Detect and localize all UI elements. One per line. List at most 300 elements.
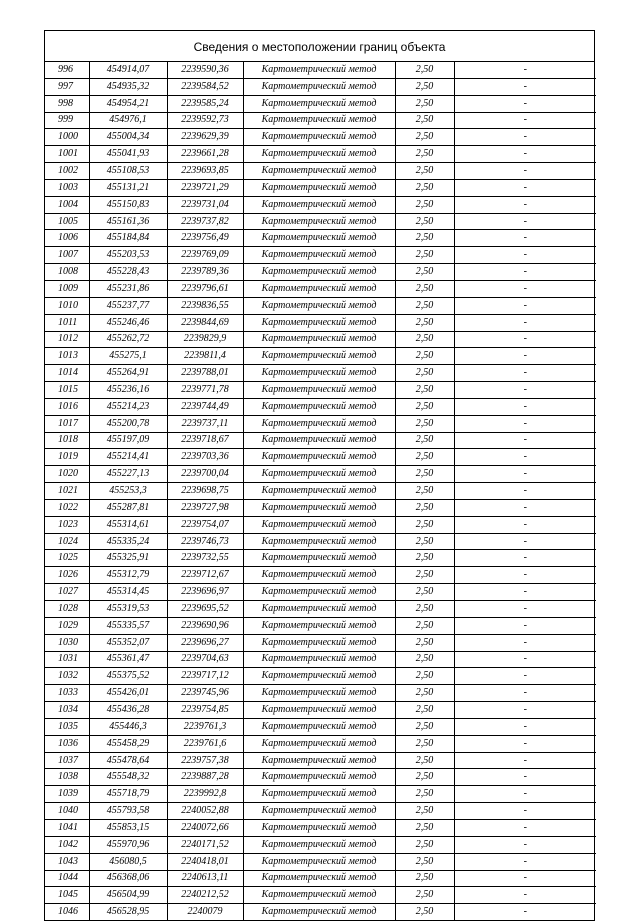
description-cell: - xyxy=(454,499,596,516)
x-coordinate-cell: 456528,95 xyxy=(89,904,167,920)
accuracy-cell: 2,50 xyxy=(395,196,454,213)
method-cell: Картометрический метод xyxy=(243,870,395,887)
x-coordinate-cell: 455004,34 xyxy=(89,129,167,146)
description-cell: - xyxy=(454,62,596,78)
method-cell: Картометрический метод xyxy=(243,365,395,382)
x-coordinate-cell: 455214,41 xyxy=(89,449,167,466)
table-row xyxy=(45,617,596,634)
method-cell: Картометрический метод xyxy=(243,769,395,786)
point-number-cell: 996 xyxy=(58,63,73,75)
description-cell: - xyxy=(454,870,596,887)
method-cell: Картометрический метод xyxy=(243,702,395,719)
method-cell: Картометрический метод xyxy=(243,247,395,264)
method-cell: Картометрический метод xyxy=(243,819,395,836)
table-row xyxy=(45,398,596,415)
y-coordinate-cell: 2239829,9 xyxy=(167,331,243,348)
method-cell: Картометрический метод xyxy=(243,432,395,449)
point-number-cell: 1011 xyxy=(45,314,89,331)
description-cell: - xyxy=(454,280,596,297)
description-cell: - xyxy=(454,129,596,146)
x-coordinate-cell: 454914,07 xyxy=(89,62,167,78)
x-coordinate-cell: 455436,28 xyxy=(89,702,167,719)
point-number-cell: 1003 xyxy=(45,179,89,196)
table-row xyxy=(45,836,596,853)
y-coordinate-cell: 2239698,75 xyxy=(167,483,243,500)
point-number-cell: 1038 xyxy=(45,769,89,786)
boundary-points-table xyxy=(45,62,596,920)
description-cell: - xyxy=(454,685,596,702)
y-coordinate-cell: 2239836,55 xyxy=(167,297,243,314)
method-cell: Картометрический метод xyxy=(243,617,395,634)
x-coordinate-cell: 455275,1 xyxy=(89,348,167,365)
table-row xyxy=(45,786,596,803)
point-number-cell: 1009 xyxy=(45,280,89,297)
y-coordinate-cell: 2239737,82 xyxy=(167,213,243,230)
point-number-cell: 1035 xyxy=(45,718,89,735)
accuracy-cell: 2,50 xyxy=(395,247,454,264)
point-number-cell: 1019 xyxy=(45,449,89,466)
x-coordinate-cell: 455548,32 xyxy=(89,769,167,786)
description-cell: - xyxy=(454,365,596,382)
accuracy-cell: 2,50 xyxy=(395,735,454,752)
x-coordinate-cell: 455228,43 xyxy=(89,264,167,281)
x-coordinate-cell: 455426,01 xyxy=(89,685,167,702)
y-coordinate-cell: 2239695,52 xyxy=(167,601,243,618)
accuracy-cell: 2,50 xyxy=(395,112,454,129)
x-coordinate-cell: 455335,24 xyxy=(89,533,167,550)
accuracy-cell: 2,50 xyxy=(395,365,454,382)
accuracy-cell: 2,50 xyxy=(395,668,454,685)
description-cell: - xyxy=(454,112,596,129)
x-coordinate-cell: 455200,78 xyxy=(89,415,167,432)
y-coordinate-cell: 2239693,85 xyxy=(167,163,243,180)
description-cell: - xyxy=(454,516,596,533)
table-row xyxy=(45,735,596,752)
method-cell: Картометрический метод xyxy=(243,651,395,668)
table-row xyxy=(45,78,596,95)
point-number-cell: 1021 xyxy=(45,483,89,500)
y-coordinate-cell: 2240171,52 xyxy=(167,836,243,853)
point-number-cell: 1039 xyxy=(45,786,89,803)
point-number-cell: 1036 xyxy=(45,735,89,752)
y-coordinate-cell: 2239717,12 xyxy=(167,668,243,685)
method-cell: Картометрический метод xyxy=(243,179,395,196)
table-row xyxy=(45,769,596,786)
method-cell: Картометрический метод xyxy=(243,163,395,180)
accuracy-cell: 2,50 xyxy=(395,550,454,567)
description-cell: - xyxy=(454,904,596,920)
y-coordinate-cell: 2239756,49 xyxy=(167,230,243,247)
accuracy-cell: 2,50 xyxy=(395,651,454,668)
method-cell: Картометрический метод xyxy=(243,887,395,904)
y-coordinate-cell: 2239771,78 xyxy=(167,382,243,399)
point-number-cell: 1016 xyxy=(45,398,89,415)
y-coordinate-cell: 2239992,8 xyxy=(167,786,243,803)
point-number-cell: 1018 xyxy=(45,432,89,449)
accuracy-cell: 2,50 xyxy=(395,78,454,95)
method-cell: Картометрический метод xyxy=(243,348,395,365)
accuracy-cell: 2,50 xyxy=(395,702,454,719)
y-coordinate-cell: 2239718,67 xyxy=(167,432,243,449)
x-coordinate-cell: 456368,06 xyxy=(89,870,167,887)
description-cell: - xyxy=(454,95,596,112)
x-coordinate-cell: 455203,53 xyxy=(89,247,167,264)
description-cell: - xyxy=(454,634,596,651)
table-row xyxy=(45,718,596,735)
table-row xyxy=(45,466,596,483)
table-row xyxy=(45,887,596,904)
y-coordinate-cell: 2239789,36 xyxy=(167,264,243,281)
method-cell: Картометрический метод xyxy=(243,146,395,163)
table-row xyxy=(45,533,596,550)
accuracy-cell: 2,50 xyxy=(395,280,454,297)
description-cell: - xyxy=(454,702,596,719)
method-cell: Картометрический метод xyxy=(243,786,395,803)
method-cell: Картометрический метод xyxy=(243,853,395,870)
accuracy-cell: 2,50 xyxy=(395,382,454,399)
point-number-cell: 1013 xyxy=(45,348,89,365)
y-coordinate-cell: 2240613,11 xyxy=(167,870,243,887)
description-cell: - xyxy=(454,432,596,449)
table-row xyxy=(45,247,596,264)
table-row xyxy=(45,112,596,129)
point-number-cell: 1023 xyxy=(45,516,89,533)
method-cell: Картометрический метод xyxy=(243,314,395,331)
description-cell: - xyxy=(454,297,596,314)
y-coordinate-cell: 2239584,52 xyxy=(167,78,243,95)
x-coordinate-cell: 456504,99 xyxy=(89,887,167,904)
point-number-cell: 1017 xyxy=(45,415,89,432)
y-coordinate-cell: 2239731,04 xyxy=(167,196,243,213)
description-cell: - xyxy=(454,247,596,264)
x-coordinate-cell: 455237,77 xyxy=(89,297,167,314)
description-cell: - xyxy=(454,887,596,904)
method-cell: Картометрический метод xyxy=(243,803,395,820)
accuracy-cell: 2,50 xyxy=(395,398,454,415)
x-coordinate-cell: 455231,86 xyxy=(89,280,167,297)
point-number-cell: 1025 xyxy=(45,550,89,567)
point-number-cell: 1034 xyxy=(45,702,89,719)
point-number-cell: 1033 xyxy=(45,685,89,702)
y-coordinate-cell: 2239744,49 xyxy=(167,398,243,415)
description-cell: - xyxy=(454,196,596,213)
y-coordinate-cell: 2239769,09 xyxy=(167,247,243,264)
point-number-cell: 1008 xyxy=(45,264,89,281)
method-cell: Картометрический метод xyxy=(243,230,395,247)
table-row xyxy=(45,348,596,365)
description-cell: - xyxy=(454,382,596,399)
y-coordinate-cell: 2239754,85 xyxy=(167,702,243,719)
x-coordinate-cell: 455718,79 xyxy=(89,786,167,803)
x-coordinate-cell: 455361,47 xyxy=(89,651,167,668)
description-cell: - xyxy=(454,668,596,685)
y-coordinate-cell: 2239696,97 xyxy=(167,584,243,601)
method-cell: Картометрический метод xyxy=(243,533,395,550)
point-number-cell: 1030 xyxy=(45,634,89,651)
x-coordinate-cell: 455108,53 xyxy=(89,163,167,180)
y-coordinate-cell: 2239629,39 xyxy=(167,129,243,146)
x-coordinate-cell: 455478,64 xyxy=(89,752,167,769)
y-coordinate-cell: 2239796,61 xyxy=(167,280,243,297)
x-coordinate-cell: 455314,45 xyxy=(89,584,167,601)
y-coordinate-cell: 2240052,88 xyxy=(167,803,243,820)
table-row xyxy=(45,382,596,399)
point-number-cell: 1043 xyxy=(45,853,89,870)
table-row xyxy=(45,163,596,180)
x-coordinate-cell: 455970,96 xyxy=(89,836,167,853)
description-cell: - xyxy=(454,163,596,180)
y-coordinate-cell: 2239661,28 xyxy=(167,146,243,163)
x-coordinate-cell: 454976,1 xyxy=(89,112,167,129)
point-number-cell: 1014 xyxy=(45,365,89,382)
y-coordinate-cell: 2239721,29 xyxy=(167,179,243,196)
description-cell: - xyxy=(454,314,596,331)
accuracy-cell: 2,50 xyxy=(395,601,454,618)
point-number-cell: 1006 xyxy=(45,230,89,247)
description-cell: - xyxy=(454,752,596,769)
point-number-cell: 1012 xyxy=(45,331,89,348)
table-row xyxy=(45,601,596,618)
y-coordinate-cell: 2239704,63 xyxy=(167,651,243,668)
description-cell: - xyxy=(454,415,596,432)
accuracy-cell: 2,50 xyxy=(395,179,454,196)
table-row xyxy=(45,584,596,601)
description-cell: - xyxy=(454,533,596,550)
x-coordinate-cell: 456080,5 xyxy=(89,853,167,870)
point-number-cell: 1007 xyxy=(45,247,89,264)
table-row xyxy=(45,870,596,887)
x-coordinate-cell: 455312,79 xyxy=(89,567,167,584)
y-coordinate-cell: 2239703,36 xyxy=(167,449,243,466)
method-cell: Картометрический метод xyxy=(243,735,395,752)
point-number-cell: 1045 xyxy=(45,887,89,904)
accuracy-cell: 2,50 xyxy=(395,483,454,500)
point-number-cell: 1004 xyxy=(45,196,89,213)
x-coordinate-cell: 455375,52 xyxy=(89,668,167,685)
table-row xyxy=(45,314,596,331)
accuracy-cell: 2,50 xyxy=(395,213,454,230)
description-cell: - xyxy=(454,617,596,634)
accuracy-cell: 2,50 xyxy=(395,499,454,516)
document-title: Сведения о местоположении границ объекта xyxy=(45,31,594,62)
accuracy-cell: 2,50 xyxy=(395,836,454,853)
description-cell: - xyxy=(454,601,596,618)
x-coordinate-cell: 455287,81 xyxy=(89,499,167,516)
y-coordinate-cell: 2239727,98 xyxy=(167,499,243,516)
x-coordinate-cell: 455197,09 xyxy=(89,432,167,449)
accuracy-cell: 2,50 xyxy=(395,146,454,163)
table-row xyxy=(45,213,596,230)
table-row xyxy=(45,483,596,500)
accuracy-cell: 2,50 xyxy=(395,449,454,466)
description-cell: - xyxy=(454,819,596,836)
description-cell: - xyxy=(454,331,596,348)
table-row xyxy=(45,230,596,247)
point-number-cell: 1044 xyxy=(45,870,89,887)
table-row xyxy=(45,819,596,836)
table-row xyxy=(45,516,596,533)
table-row xyxy=(45,365,596,382)
point-number-cell: 1002 xyxy=(45,163,89,180)
x-coordinate-cell: 455184,84 xyxy=(89,230,167,247)
point-number-cell: 1001 xyxy=(45,146,89,163)
point-number-cell: 1029 xyxy=(45,617,89,634)
accuracy-cell: 2,50 xyxy=(395,584,454,601)
y-coordinate-cell: 2239590,36 xyxy=(167,62,243,78)
description-cell: - xyxy=(454,786,596,803)
table-row xyxy=(45,179,596,196)
x-coordinate-cell: 455214,23 xyxy=(89,398,167,415)
x-coordinate-cell: 455227,13 xyxy=(89,466,167,483)
accuracy-cell: 2,50 xyxy=(395,887,454,904)
table-row xyxy=(45,904,596,920)
description-cell: - xyxy=(454,803,596,820)
method-cell: Картометрический метод xyxy=(243,718,395,735)
accuracy-cell: 2,50 xyxy=(395,617,454,634)
table-row xyxy=(45,853,596,870)
accuracy-cell: 2,50 xyxy=(395,331,454,348)
accuracy-cell: 2,50 xyxy=(395,314,454,331)
y-coordinate-cell: 2240418,01 xyxy=(167,853,243,870)
description-cell: - xyxy=(454,769,596,786)
description-cell: - xyxy=(454,146,596,163)
table-row xyxy=(45,331,596,348)
method-cell: Картометрический метод xyxy=(243,196,395,213)
method-cell: Картометрический метод xyxy=(243,62,395,78)
point-number-cell: 998 xyxy=(45,95,89,112)
accuracy-cell: 2,50 xyxy=(395,718,454,735)
y-coordinate-cell: 2239844,69 xyxy=(167,314,243,331)
accuracy-cell: 2,50 xyxy=(395,163,454,180)
table-row xyxy=(45,803,596,820)
accuracy-cell: 2,50 xyxy=(395,769,454,786)
table-row xyxy=(45,634,596,651)
description-cell: - xyxy=(454,398,596,415)
description-cell: - xyxy=(454,213,596,230)
accuracy-cell: 2,50 xyxy=(395,264,454,281)
accuracy-cell: 2,50 xyxy=(395,786,454,803)
y-coordinate-cell: 2239745,96 xyxy=(167,685,243,702)
x-coordinate-cell: 455853,15 xyxy=(89,819,167,836)
point-number-cell: 1022 xyxy=(45,499,89,516)
point-number-cell: 1020 xyxy=(45,466,89,483)
table-row xyxy=(45,752,596,769)
x-coordinate-cell: 455352,07 xyxy=(89,634,167,651)
y-coordinate-cell: 2239746,73 xyxy=(167,533,243,550)
point-number-cell: 1026 xyxy=(45,567,89,584)
x-coordinate-cell: 454935,32 xyxy=(89,78,167,95)
y-coordinate-cell: 2239592,73 xyxy=(167,112,243,129)
accuracy-cell: 2,50 xyxy=(395,567,454,584)
accuracy-cell: 2,50 xyxy=(395,752,454,769)
y-coordinate-cell: 2239700,04 xyxy=(167,466,243,483)
method-cell: Картометрический метод xyxy=(243,264,395,281)
accuracy-cell: 2,50 xyxy=(395,432,454,449)
x-coordinate-cell: 455236,16 xyxy=(89,382,167,399)
point-number-cell: 1028 xyxy=(45,601,89,618)
y-coordinate-cell: 2239737,11 xyxy=(167,415,243,432)
method-cell: Картометрический метод xyxy=(243,280,395,297)
y-coordinate-cell: 2239757,38 xyxy=(167,752,243,769)
method-cell: Картометрический метод xyxy=(243,685,395,702)
description-cell: - xyxy=(454,483,596,500)
description-cell: - xyxy=(454,348,596,365)
method-cell: Картометрический метод xyxy=(243,499,395,516)
point-number-cell: 1041 xyxy=(45,819,89,836)
description-cell: - xyxy=(454,466,596,483)
y-coordinate-cell: 2239761,6 xyxy=(167,735,243,752)
description-cell: - xyxy=(454,651,596,668)
table-row xyxy=(45,702,596,719)
x-coordinate-cell: 455262,72 xyxy=(89,331,167,348)
table-row xyxy=(45,415,596,432)
table-body xyxy=(45,62,596,920)
table-row xyxy=(45,668,596,685)
description-cell: - xyxy=(454,550,596,567)
y-coordinate-cell: 2239887,28 xyxy=(167,769,243,786)
point-number-cell: 1032 xyxy=(45,668,89,685)
point-number-cell: 1027 xyxy=(45,584,89,601)
description-cell: - xyxy=(454,567,596,584)
table-row xyxy=(45,432,596,449)
accuracy-cell: 2,50 xyxy=(395,516,454,533)
description-cell: - xyxy=(454,584,596,601)
x-coordinate-cell: 455314,61 xyxy=(89,516,167,533)
description-cell: - xyxy=(454,718,596,735)
method-cell: Картометрический метод xyxy=(243,382,395,399)
table-row xyxy=(45,62,596,78)
accuracy-cell: 2,50 xyxy=(395,348,454,365)
table-row xyxy=(45,280,596,297)
y-coordinate-cell: 2239761,3 xyxy=(167,718,243,735)
method-cell: Картометрический метод xyxy=(243,752,395,769)
point-number-cell: 1010 xyxy=(45,297,89,314)
method-cell: Картометрический метод xyxy=(243,634,395,651)
y-coordinate-cell: 2239585,24 xyxy=(167,95,243,112)
y-coordinate-cell: 2239754,07 xyxy=(167,516,243,533)
accuracy-cell: 2,50 xyxy=(395,803,454,820)
table-row xyxy=(45,264,596,281)
accuracy-cell: 2,50 xyxy=(395,819,454,836)
accuracy-cell: 2,50 xyxy=(395,904,454,920)
x-coordinate-cell: 455319,53 xyxy=(89,601,167,618)
accuracy-cell: 2,50 xyxy=(395,870,454,887)
x-coordinate-cell: 455446,3 xyxy=(89,718,167,735)
table-row xyxy=(45,196,596,213)
x-coordinate-cell: 455264,91 xyxy=(89,365,167,382)
x-coordinate-cell: 454954,21 xyxy=(89,95,167,112)
table-row xyxy=(45,95,596,112)
method-cell: Картометрический метод xyxy=(243,129,395,146)
point-number-cell: 1005 xyxy=(45,213,89,230)
x-coordinate-cell: 455253,3 xyxy=(89,483,167,500)
method-cell: Картометрический метод xyxy=(243,836,395,853)
accuracy-cell: 2,50 xyxy=(395,297,454,314)
accuracy-cell: 2,50 xyxy=(395,685,454,702)
description-cell: - xyxy=(454,264,596,281)
method-cell: Картометрический метод xyxy=(243,95,395,112)
accuracy-cell: 2,50 xyxy=(395,415,454,432)
method-cell: Картометрический метод xyxy=(243,567,395,584)
accuracy-cell: 2,50 xyxy=(395,853,454,870)
x-coordinate-cell: 455458,29 xyxy=(89,735,167,752)
table-row xyxy=(45,129,596,146)
x-coordinate-cell: 455150,83 xyxy=(89,196,167,213)
method-cell: Картометрический метод xyxy=(243,601,395,618)
accuracy-cell: 2,50 xyxy=(395,95,454,112)
x-coordinate-cell: 455131,21 xyxy=(89,179,167,196)
table-row xyxy=(45,499,596,516)
